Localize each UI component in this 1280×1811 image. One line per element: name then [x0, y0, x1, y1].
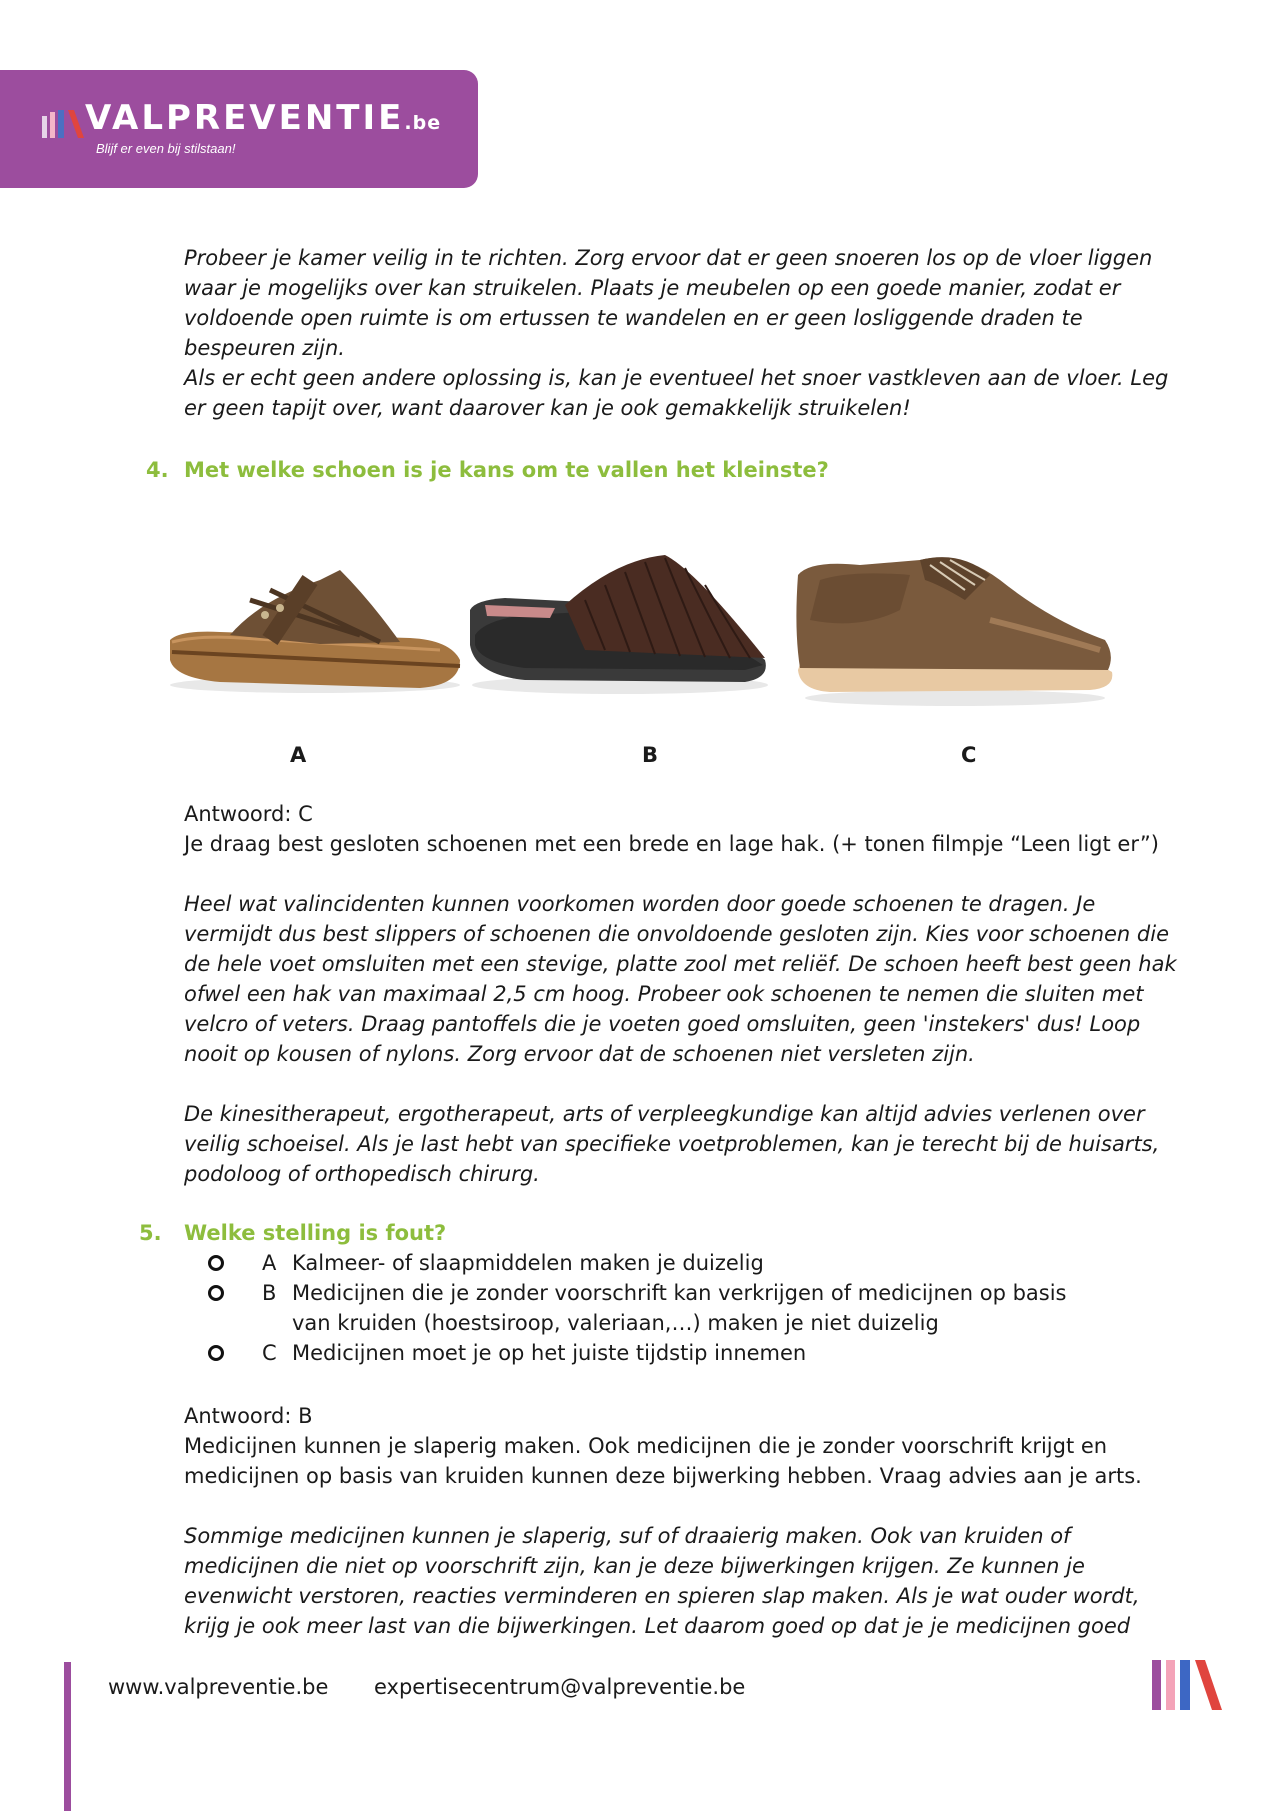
- intro-paragraph: [184, 243, 1202, 423]
- footer-logo-icon: [1150, 1656, 1240, 1712]
- text-line: medicijnen die niet op voorschrift zijn, kan je deze bijwerkingen krijgen. Ze kunnen je: [184, 1554, 1085, 1578]
- answer-text: Medicijnen kunnen je slaperig maken. Ook medicijnen die je zonder voorschrift krijgt en: [184, 1434, 1108, 1458]
- text-line: er geen tapijt over, want daarover kan je ook gemakkelijk struikelen!: [184, 396, 911, 420]
- text-line: vermijdt dus best slippers of schoenen die onvoldoende gesloten zijn. Kies voor schoenen die: [184, 922, 1170, 946]
- question-5-explanation: [184, 1521, 1202, 1641]
- circle-bullet-icon: [208, 1285, 224, 1301]
- answer-value: C: [298, 802, 313, 826]
- question-4-text: Met welke schoen is je kans om te vallen het kleinste?: [184, 458, 829, 482]
- question-4-explanation: [184, 889, 1202, 1069]
- option-text: Kalmeer- of slaapmiddelen maken je duizelig: [292, 1251, 764, 1275]
- option-text: Medicijnen moet je op het juiste tijdstip innemen: [292, 1341, 807, 1365]
- answer-label: Antwoord:: [184, 1404, 292, 1428]
- text-line: podoloog of orthopedisch chirurg.: [184, 1162, 540, 1186]
- text-line: veilig schoeisel. Als je last hebt van specifieke voetproblemen, kan je terecht bij de huisarts,: [184, 1132, 1160, 1156]
- option-text: Medicijnen die je zonder voorschrift kan verkrijgen of medicijnen op basis: [292, 1281, 1067, 1305]
- answer-line: [184, 799, 1202, 829]
- text-line: de hele voet omsluiten met een stevige, platte zool met reliëf. De schoen heeft best geen hak: [184, 952, 1177, 976]
- option-letter: A: [262, 1251, 277, 1275]
- question-5-text: Welke stelling is fout?: [184, 1221, 447, 1245]
- shoe-images: [160, 540, 1130, 720]
- footer-website-link[interactable]: www.valpreventie.be: [108, 1675, 329, 1699]
- answer-value: B: [298, 1404, 313, 1428]
- brand-tagline: Blijf er even bij stilstaan!: [96, 141, 236, 156]
- brand-logo: [85, 98, 441, 138]
- question-4-advice: [184, 1099, 1202, 1189]
- question-5-number: 5.: [139, 1221, 162, 1245]
- laced-shoe-image: [790, 540, 1120, 710]
- question-5-answer: [184, 1401, 1202, 1491]
- shoe-label-a: A: [290, 743, 307, 767]
- text-line: Heel wat valincidenten kunnen voorkomen worden door goede schoenen te dragen. Je: [184, 892, 1096, 916]
- answer-text: Je draag best gesloten schoenen met een brede en lage hak. (+ tonen filmpje “Leen ligt er”): [184, 832, 1159, 856]
- answer-text: medicijnen op basis van kruiden kunnen deze bijwerking hebben. Vraag advies aan je arts.: [184, 1464, 1142, 1488]
- answer-line: [184, 1401, 1202, 1431]
- option-text: van kruiden (hoestsiroop, valeriaan,…) maken je niet duizelig: [292, 1311, 939, 1335]
- sandal-image: [160, 560, 470, 700]
- text-line: De kinesitherapeut, ergotherapeut, arts of verpleegkundige kan altijd advies verlenen over: [184, 1102, 1145, 1126]
- header-banner: [0, 70, 478, 188]
- circle-bullet-icon: [208, 1345, 224, 1361]
- question-number: 4.: [146, 458, 169, 482]
- option-letter: C: [262, 1341, 277, 1365]
- text-line: Sommige medicijnen kunnen je slaperig, suf of draaierig maken. Ook van kruiden of: [184, 1524, 1071, 1548]
- shoe-label-c: C: [961, 743, 977, 767]
- text-line: Probeer je kamer veilig in te richten. Zorg ervoor dat er geen snoeren los op de vloer liggen: [184, 246, 1153, 270]
- logo-bars-icon: [40, 108, 88, 138]
- question-4-answer: [184, 799, 1202, 859]
- answer-label: Antwoord:: [184, 802, 292, 826]
- text-line: waar je mogelijks over kan struikelen. Plaats je meubelen op een goede manier, zodat er: [184, 276, 1121, 300]
- text-line: voldoende open ruimte is om ertussen te wandelen en er geen losliggende draden te: [184, 306, 1083, 330]
- circle-bullet-icon: [208, 1255, 224, 1271]
- footer-email-link[interactable]: expertisecentrum@valpreventie.be: [374, 1675, 746, 1699]
- text-line: ofwel een hak van maximaal 2,5 cm hoog. Probeer ook schoenen te nemen die sluiten met: [184, 982, 1144, 1006]
- brand-name: VALPREVENTIE: [85, 98, 405, 138]
- slipper-image: [465, 550, 775, 700]
- text-line: bespeuren zijn.: [184, 336, 345, 360]
- text-line: Als er echt geen andere oplossing is, kan je eventueel het snoer vastkleven aan de vloer. Leg: [184, 366, 1169, 390]
- text-line: velcro of veters. Draag pantoffels die je voeten goed omsluiten, geen 'instekers' dus! Loop: [184, 1012, 1141, 1036]
- text-line: evenwicht verstoren, reacties verminderen en spieren slap maken. Als je wat ouder wordt,: [184, 1584, 1140, 1608]
- brand-suffix: .be: [404, 112, 442, 134]
- question-4-heading: [146, 455, 169, 485]
- text-line: nooit op kousen of nylons. Zorg ervoor dat de schoenen niet versleten zijn.: [184, 1042, 975, 1066]
- option-letter: B: [262, 1281, 277, 1305]
- text-line: krijg je ook meer last van die bijwerkingen. Let daarom goed op dat je je medicijnen goed: [184, 1614, 1131, 1638]
- shoe-label-b: B: [642, 743, 659, 767]
- footer-accent-line: [64, 1662, 71, 1811]
